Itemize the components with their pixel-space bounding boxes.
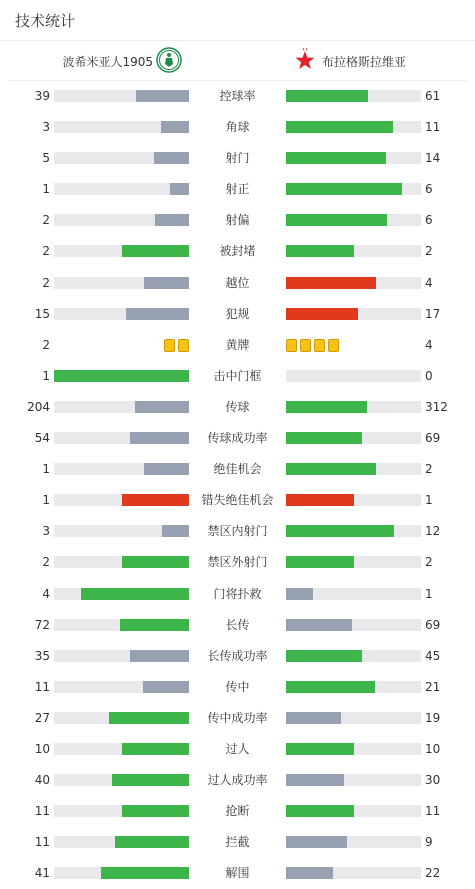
- home-stat-value: 5: [42, 151, 50, 166]
- page-title: 技术统计: [15, 11, 76, 30]
- away-stat-bar: [286, 805, 421, 817]
- home-stat-bar-fill: [170, 183, 189, 195]
- home-stat-bar-fill: [122, 494, 190, 506]
- home-stat-bar-fill: [155, 214, 189, 226]
- stat-row: [0, 174, 475, 205]
- home-stat-bar-fill: [130, 432, 189, 444]
- stat-label: 拦截: [225, 835, 250, 850]
- stat-label: 错失绝佳机会: [201, 493, 274, 508]
- away-stat-bar: [286, 245, 421, 257]
- home-stat-bar-fill: [54, 370, 189, 382]
- away-stat-value: 10: [425, 741, 441, 756]
- stat-label: 禁区外射门: [207, 555, 268, 570]
- away-stat-bar: [286, 681, 421, 693]
- home-stat-bar: [54, 152, 189, 164]
- home-stat-value: 2: [42, 555, 50, 570]
- away-stat-bar-fill: [286, 152, 386, 164]
- away-stat-bar: [286, 556, 421, 568]
- stat-label: 传球成功率: [207, 431, 268, 446]
- home-stat-value: 54: [34, 431, 50, 446]
- away-stat-bar-fill: [286, 712, 341, 724]
- home-stat-bar: [54, 836, 189, 848]
- stat-row: [0, 858, 475, 889]
- away-stat-bar: [286, 494, 421, 506]
- home-stat-bar: [54, 432, 189, 444]
- home-stat-value: 35: [34, 648, 50, 663]
- yellow-card-icon: [300, 339, 311, 352]
- slavia-star-icon: [292, 47, 318, 76]
- home-stat-value: 11: [34, 679, 50, 694]
- stat-row: [0, 610, 475, 641]
- away-stat-value: 61: [425, 89, 441, 103]
- home-stat-bar: [54, 370, 189, 382]
- yellow-card-icon: [178, 339, 189, 352]
- stat-row: [0, 143, 475, 174]
- stat-row: [0, 299, 475, 330]
- away-stat-bar-fill: [286, 277, 376, 289]
- stat-label: 传球: [225, 399, 250, 414]
- away-stat-value: 0: [425, 368, 433, 383]
- away-stat-bar-fill: [286, 805, 354, 817]
- away-yellow-cards: [286, 339, 339, 352]
- stat-label: 长传成功率: [207, 648, 268, 663]
- home-stat-bar: [54, 245, 189, 257]
- home-stat-bar-fill: [109, 712, 189, 724]
- away-stat-bar-fill: [286, 681, 375, 693]
- away-stat-bar: [286, 401, 421, 413]
- away-stat-bar: [286, 432, 421, 444]
- home-stat-bar-fill: [115, 836, 189, 848]
- home-stat-value: 4: [42, 586, 50, 601]
- away-stat-value: 21: [425, 679, 441, 694]
- away-stat-value: 14: [425, 151, 441, 166]
- stats-list: [0, 81, 475, 889]
- away-stat-bar-fill: [286, 308, 358, 320]
- stat-row: [0, 672, 475, 703]
- away-stat-bar: [286, 619, 421, 631]
- home-stat-value: 2: [42, 244, 50, 259]
- home-team-name: 波希米亚人1905: [62, 54, 153, 69]
- away-stat-bar: [286, 214, 421, 226]
- home-stat-value: 2: [42, 275, 50, 290]
- stat-row: [0, 827, 475, 858]
- stat-row: [0, 392, 475, 423]
- home-stat-bar: [54, 121, 189, 133]
- stat-row: [0, 330, 475, 361]
- stat-row: [0, 516, 475, 547]
- stat-label: 越位: [225, 275, 250, 290]
- yellow-card-icon: [164, 339, 175, 352]
- away-stat-bar: [286, 370, 421, 382]
- away-stat-bar: [286, 308, 421, 320]
- away-stat-bar-fill: [286, 650, 362, 662]
- home-stat-value: 1: [42, 462, 50, 477]
- away-stat-bar-fill: [286, 214, 387, 226]
- stat-label: 解围: [225, 866, 250, 881]
- stat-label: 传中: [225, 679, 250, 694]
- away-stat-bar: [286, 650, 421, 662]
- page-header: [0, 0, 475, 41]
- away-stat-bar: [286, 525, 421, 537]
- home-stat-value: 11: [34, 835, 50, 850]
- away-stat-value: 45: [425, 648, 441, 663]
- away-stat-bar-fill: [286, 401, 367, 413]
- home-stat-value: 204: [27, 399, 50, 414]
- away-stat-bar-fill: [286, 867, 333, 879]
- away-stat-bar: [286, 463, 421, 475]
- stat-row: [0, 205, 475, 236]
- home-stat-bar: [54, 556, 189, 568]
- home-stat-bar: [54, 463, 189, 475]
- stat-row: [0, 454, 475, 485]
- away-stat-bar-fill: [286, 619, 352, 631]
- away-stat-value: 69: [425, 431, 441, 446]
- stat-row: [0, 81, 475, 112]
- home-stat-value: 3: [42, 524, 50, 539]
- away-stat-bar: [286, 121, 421, 133]
- away-stat-value: 6: [425, 213, 433, 228]
- stat-label: 犯规: [225, 306, 250, 321]
- away-stat-value: 69: [425, 617, 441, 632]
- away-stat-bar: [286, 712, 421, 724]
- home-stat-value: 3: [42, 120, 50, 135]
- away-stat-bar-fill: [286, 525, 394, 537]
- away-stat-bar: [286, 183, 421, 195]
- away-stat-bar-fill: [286, 588, 313, 600]
- bohemians-crest-icon: [156, 47, 182, 76]
- home-stat-bar-fill: [101, 867, 189, 879]
- stat-label: 角球: [225, 120, 250, 135]
- away-stat-value: 22: [425, 866, 441, 881]
- home-stat-value: 10: [34, 741, 50, 756]
- away-stat-bar-fill: [286, 183, 402, 195]
- home-stat-bar-fill: [122, 245, 190, 257]
- stat-row: [0, 765, 475, 796]
- stat-label: 长传: [225, 617, 250, 632]
- away-stat-bar-fill: [286, 90, 368, 102]
- home-stat-bar: [54, 650, 189, 662]
- home-stat-bar: [54, 743, 189, 755]
- home-stat-bar: [54, 774, 189, 786]
- home-stat-bar: [54, 90, 189, 102]
- away-stat-value: 12: [425, 524, 441, 539]
- away-stat-value: 9: [425, 835, 433, 850]
- stat-row: [0, 236, 475, 267]
- away-stat-bar-fill: [286, 556, 354, 568]
- home-yellow-cards: [164, 339, 189, 352]
- yellow-card-icon: [286, 339, 297, 352]
- away-stat-bar: [286, 867, 421, 879]
- stat-label: 过人: [225, 741, 250, 756]
- home-stat-bar-fill: [126, 308, 189, 320]
- stat-label: 射正: [225, 182, 250, 197]
- yellow-card-icon: [328, 339, 339, 352]
- home-stat-bar: [54, 805, 189, 817]
- home-stat-value: 2: [42, 337, 50, 352]
- home-stat-value: 40: [34, 773, 50, 788]
- away-stat-bar-fill: [286, 463, 376, 475]
- stat-row: [0, 734, 475, 765]
- away-stat-bar-fill: [286, 774, 344, 786]
- home-stat-value: 41: [34, 866, 50, 881]
- stat-row: [0, 423, 475, 454]
- home-stat-value: 1: [42, 493, 50, 508]
- home-stat-bar-fill: [143, 681, 189, 693]
- stat-label: 控球率: [219, 89, 256, 103]
- home-stat-bar: [54, 277, 189, 289]
- home-stat-bar: [54, 214, 189, 226]
- stat-row: [0, 112, 475, 143]
- home-stat-value: 2: [42, 213, 50, 228]
- home-stat-bar: [54, 619, 189, 631]
- stat-label: 绝佳机会: [213, 462, 262, 477]
- home-stat-bar-fill: [161, 121, 189, 133]
- home-stat-bar: [54, 712, 189, 724]
- away-stat-value: 30: [425, 773, 441, 788]
- stat-row: [0, 641, 475, 672]
- home-stat-value: 39: [34, 89, 50, 103]
- away-stat-bar: [286, 774, 421, 786]
- away-stat-value: 2: [425, 462, 433, 477]
- away-stat-value: 6: [425, 182, 433, 197]
- home-stat-bar-fill: [135, 401, 189, 413]
- home-stat-bar: [54, 525, 189, 537]
- stat-label: 黄牌: [225, 337, 250, 352]
- away-stat-bar: [286, 152, 421, 164]
- away-stat-value: 4: [425, 275, 433, 290]
- away-stat-value: 1: [425, 493, 433, 508]
- away-stat-value: 312: [425, 399, 448, 414]
- away-stat-bar: [286, 90, 421, 102]
- away-stat-bar-fill: [286, 245, 354, 257]
- home-stat-bar-fill: [136, 90, 189, 102]
- stat-row: [0, 579, 475, 610]
- stat-label: 击中门框: [213, 368, 262, 383]
- away-stat-bar: [286, 836, 421, 848]
- home-stat-bar-fill: [112, 774, 189, 786]
- away-stat-bar-fill: [286, 432, 362, 444]
- away-stat-value: 11: [425, 120, 441, 135]
- home-stat-bar: [54, 588, 189, 600]
- away-stat-value: 4: [425, 337, 433, 352]
- stat-label: 抢断: [225, 804, 250, 819]
- home-stat-value: 15: [34, 306, 50, 321]
- stat-row: [0, 361, 475, 392]
- stat-label: 禁区内射门: [207, 524, 268, 539]
- away-stat-bar-fill: [286, 836, 347, 848]
- away-stat-bar: [286, 588, 421, 600]
- home-stat-value: 1: [42, 368, 50, 383]
- home-stat-bar: [54, 401, 189, 413]
- away-stat-value: 2: [425, 555, 433, 570]
- home-stat-bar: [54, 494, 189, 506]
- stat-row: [0, 547, 475, 578]
- home-stat-value: 1: [42, 182, 50, 197]
- stat-row: [0, 485, 475, 516]
- away-stat-bar-fill: [286, 121, 393, 133]
- stat-row: [0, 796, 475, 827]
- home-stat-value: 72: [34, 617, 50, 632]
- home-stat-bar-fill: [122, 556, 190, 568]
- stat-label: 过人成功率: [207, 773, 268, 788]
- away-stat-value: 11: [425, 804, 441, 819]
- away-stat-bar: [286, 743, 421, 755]
- home-stat-value: 11: [34, 804, 50, 819]
- yellow-card-icon: [314, 339, 325, 352]
- home-stat-bar: [54, 867, 189, 879]
- home-stat-bar-fill: [120, 619, 189, 631]
- away-stat-bar-fill: [286, 743, 354, 755]
- home-stat-bar-fill: [130, 650, 189, 662]
- away-stat-value: 2: [425, 244, 433, 259]
- home-stat-value: 27: [34, 710, 50, 725]
- stat-label: 被封堵: [219, 244, 256, 259]
- home-stat-bar-fill: [154, 152, 189, 164]
- away-stat-value: 1: [425, 586, 433, 601]
- stat-label: 射偏: [225, 213, 250, 228]
- stat-label: 传中成功率: [207, 710, 268, 725]
- home-stat-bar: [54, 681, 189, 693]
- teams-header: [8, 41, 467, 81]
- stat-row: [0, 703, 475, 734]
- away-stat-value: 19: [425, 710, 441, 725]
- home-stat-bar: [54, 183, 189, 195]
- stat-row: [0, 268, 475, 299]
- home-stat-bar-fill: [122, 743, 190, 755]
- home-stat-bar-fill: [81, 588, 189, 600]
- home-stat-bar-fill: [162, 525, 189, 537]
- home-stat-bar: [54, 308, 189, 320]
- home-stat-bar-fill: [144, 463, 189, 475]
- away-team[interactable]: [292, 41, 406, 81]
- home-stat-bar-fill: [122, 805, 190, 817]
- away-stat-bar-fill: [286, 494, 354, 506]
- away-stat-bar: [286, 277, 421, 289]
- home-stat-bar-fill: [144, 277, 189, 289]
- away-team-name: 布拉格斯拉维亚: [322, 54, 407, 69]
- stat-label: 射门: [225, 151, 250, 166]
- stat-label: 门将扑救: [213, 586, 262, 601]
- home-team[interactable]: [62, 41, 182, 81]
- away-stat-value: 17: [425, 306, 441, 321]
